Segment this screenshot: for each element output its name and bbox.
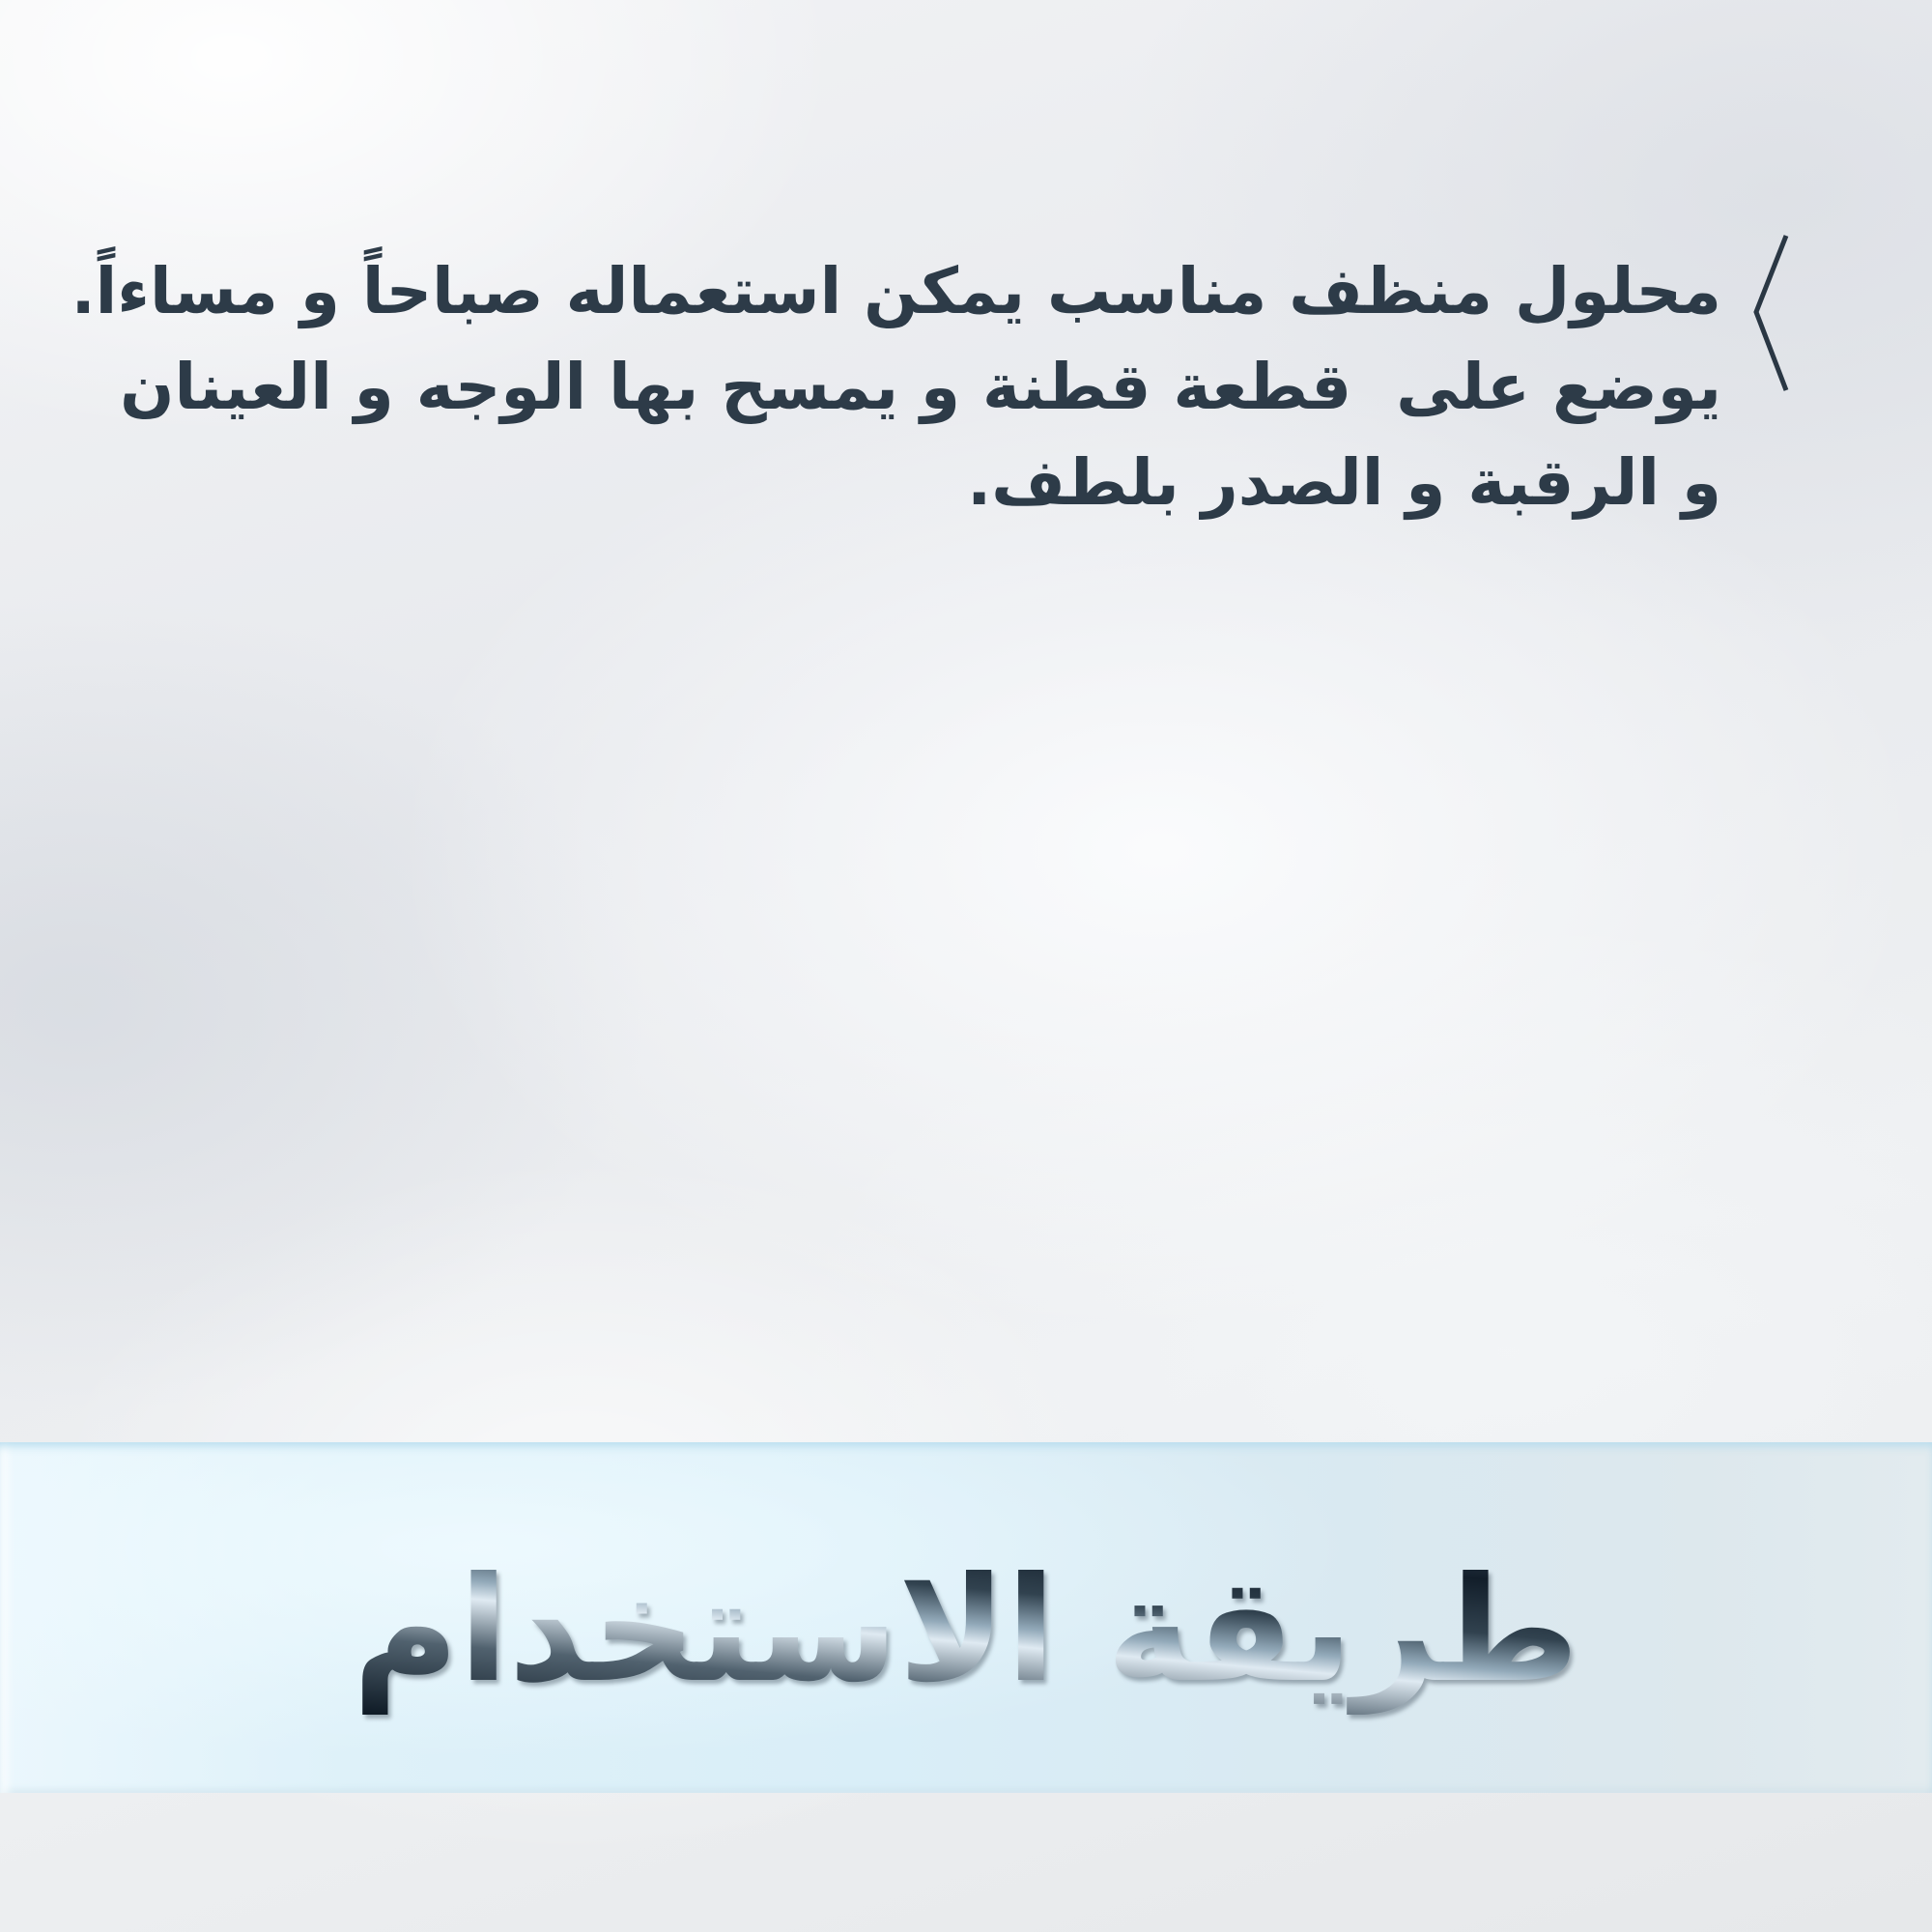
usage-instructions [71, 243, 1721, 530]
section-banner [0, 1442, 1932, 1793]
instruction-line-2: يوضع على قطعة قطنة و يمسح بها الوجه و العينان [120, 350, 1721, 424]
section-title: طريقة الاستخدام [353, 1521, 1579, 1715]
instruction-line-1: محلول منظف مناسب يمكن استعماله صباحاً و مساءاً. [71, 254, 1721, 328]
instruction-line-3: و الرقبة و الصدر بلطف. [967, 445, 1721, 520]
chevron-left-icon [1747, 230, 1795, 396]
